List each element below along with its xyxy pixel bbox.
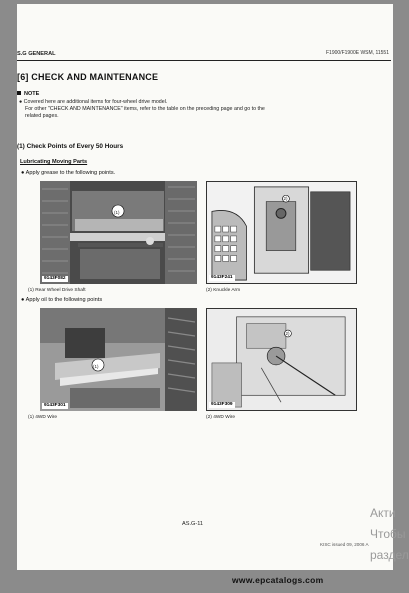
watermark-line: раздел: [370, 548, 409, 562]
callout-label: (2): [282, 196, 288, 201]
site-url: www.epcatalogs.com: [232, 575, 324, 585]
note-square-icon: [17, 91, 21, 95]
note-label: NOTE: [17, 91, 39, 97]
figure-code: 9143F241: [211, 275, 233, 280]
callout-label: (1): [114, 210, 120, 215]
figure-code: 9143F309: [211, 402, 233, 407]
note-line: related pages.: [25, 113, 59, 119]
oil-bullet: ● Apply oil to the following points: [21, 297, 103, 303]
figure-caption: (1) 4WD Wire: [28, 415, 58, 420]
issue-info: KISC issued 09, 2006 A: [320, 542, 369, 547]
photo-4wd-wire-1: [40, 308, 197, 411]
page-number: AS.G-11: [182, 521, 204, 527]
figure-caption: (1) Rear Wheel Drive Shaft: [28, 288, 86, 293]
header-rule: [17, 60, 391, 61]
lubricating-title: Lubricating Moving Parts: [20, 159, 88, 165]
callout-label: (2): [284, 331, 290, 336]
figure-caption: (2) 4WD Wire: [206, 415, 236, 420]
note-line: For other "CHECK AND MAINTENANCE" items, refer to the table on the preceding page and go to the: [25, 106, 265, 112]
note-line: ● Covered here are additional items for four-wheel drive model.: [19, 99, 168, 105]
photo-4wd-wire-2: [206, 308, 357, 411]
figure-code: 9143F082: [44, 276, 66, 281]
check-points-title: (1) Check Points of Every 50 Hours: [17, 143, 124, 150]
grease-bullet: ● Apply grease to the following points.: [21, 170, 116, 176]
photo-rear-wheel-drive-shaft: [40, 181, 197, 284]
figure-code: 9143F301: [44, 403, 66, 408]
note-body: [19, 99, 364, 120]
figure-caption: (2) Knuckle Arm: [206, 288, 241, 293]
callout-label: (1): [93, 364, 99, 369]
manual-page: [17, 4, 393, 570]
section-title: [6] CHECK AND MAINTENANCE: [17, 72, 159, 82]
header-model: F1900/F1900E WSM, 11551: [326, 50, 389, 56]
header-section: S.G GENERAL: [17, 51, 56, 57]
watermark-line: Чтобы: [370, 527, 406, 541]
watermark-line: Акти: [370, 506, 396, 520]
